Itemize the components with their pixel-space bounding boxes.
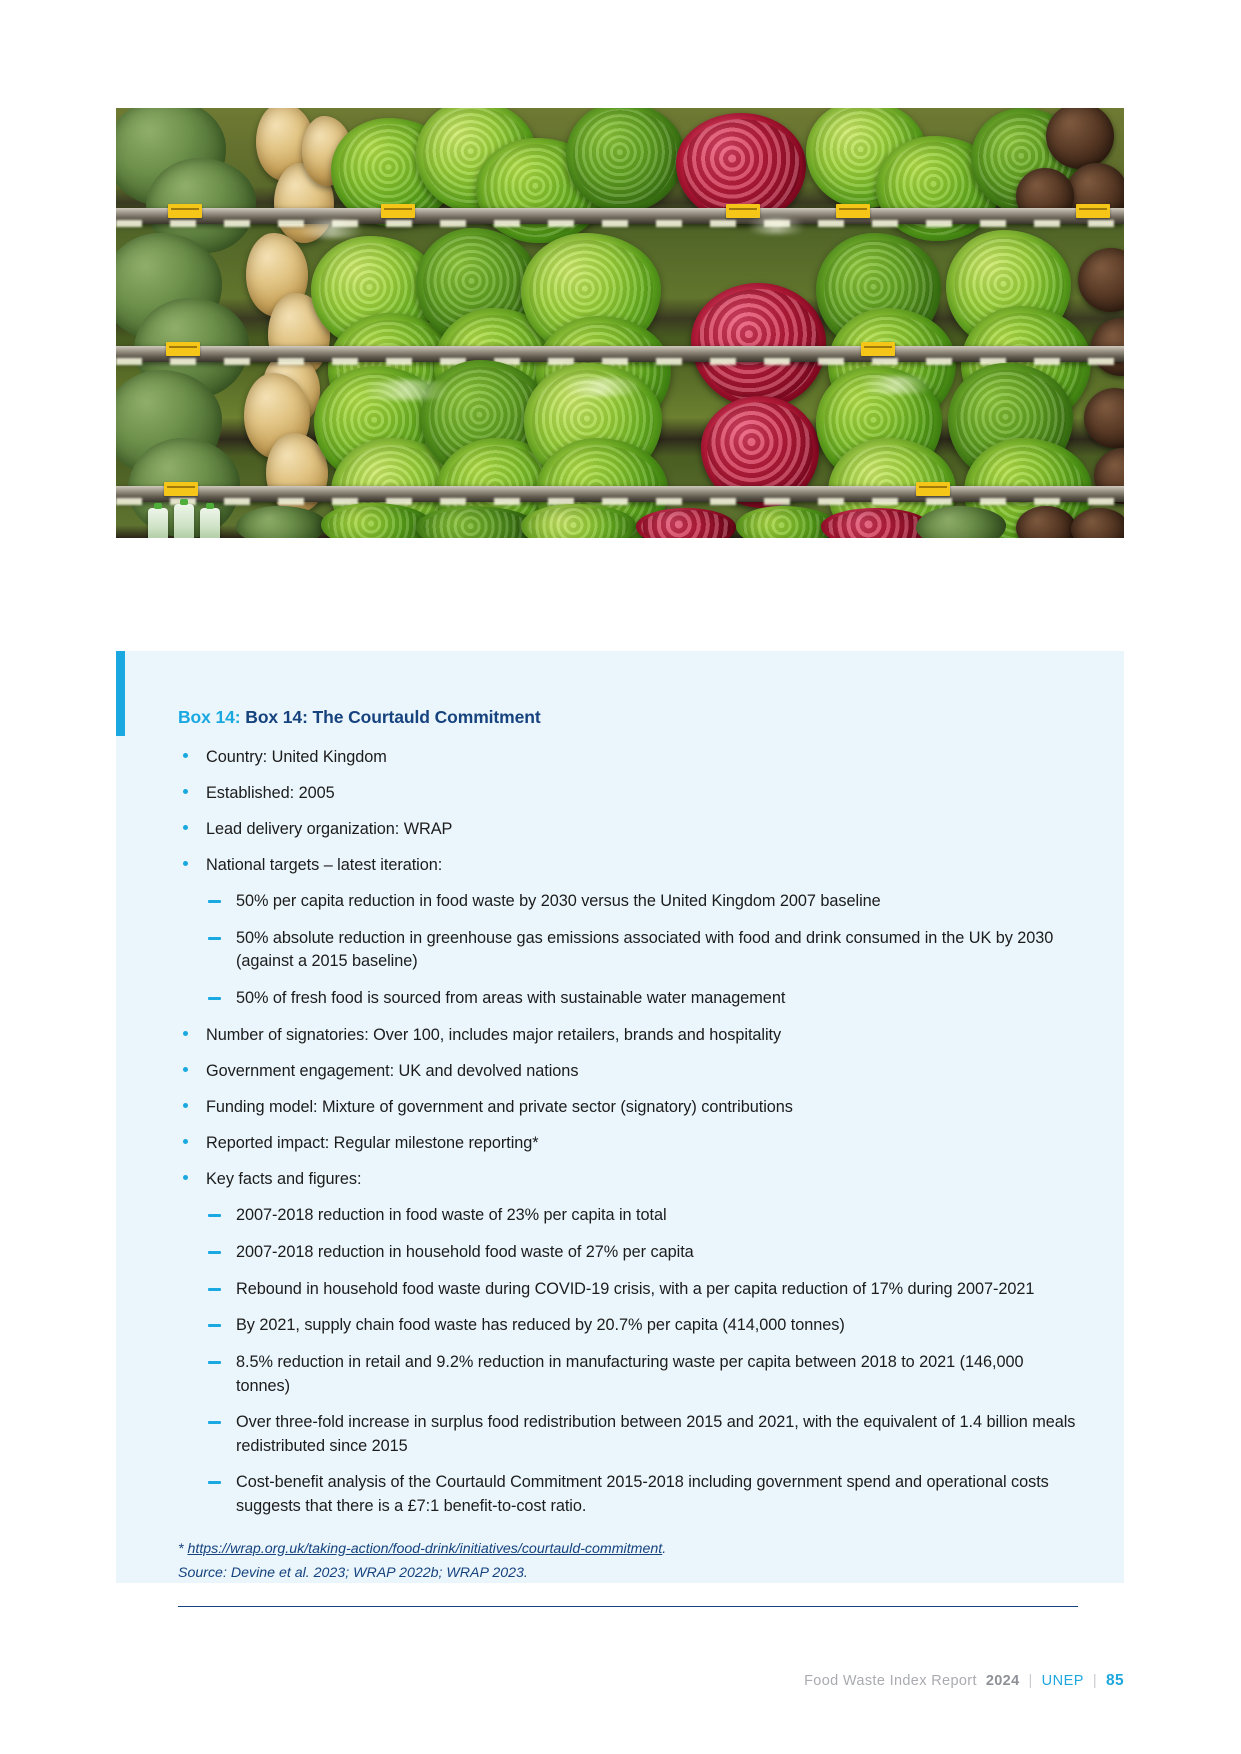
footer-report-title: Food Waste Index Report <box>804 1673 977 1689</box>
shelf-rail <box>116 346 1124 362</box>
list-item-text: Established: 2005 <box>206 783 335 802</box>
sub-list-item-text: 2007-2018 reduction in household food waste of 27% per capita <box>236 1243 694 1262</box>
sub-list-item <box>206 890 1078 914</box>
bullet-dash-icon <box>208 900 221 903</box>
sub-list-item-text: 50% per capita reduction in food waste by 2030 versus the United Kingdom 2007 baseline <box>236 892 881 911</box>
list-item <box>178 1024 1078 1047</box>
list-item-text: Government engagement: UK and devolved nations <box>206 1061 579 1080</box>
footnote-marker: * <box>178 1540 184 1557</box>
sub-list-item <box>206 1204 1078 1228</box>
bullet-dash-icon <box>208 1214 221 1217</box>
list-item-text: Reported impact: Regular milestone reporting* <box>206 1134 539 1153</box>
list-item <box>178 782 1078 805</box>
bullet-dash-icon <box>208 1288 221 1291</box>
sub-list-item-text: Over three-fold increase in surplus food redistribution between 2015 and 2021, with the equivalent of 1.4 billion meals redistributed since 2015 <box>236 1413 1076 1455</box>
page-footer <box>804 1672 1124 1690</box>
box-bottom-rule <box>178 1606 1078 1607</box>
footer-separator: | <box>1028 1673 1033 1689</box>
sub-list-item <box>206 1241 1078 1265</box>
sub-list-item <box>206 1351 1078 1398</box>
bullet-dot-icon <box>183 789 188 794</box>
bullet-dot-icon <box>183 1139 188 1144</box>
sub-list-item-text: 8.5% reduction in retail and 9.2% reduction in manufacturing waste per capita between 2018 to 2021 (146,000 tonnes) <box>236 1352 1024 1395</box>
sub-list-item <box>206 1471 1078 1518</box>
sub-list-item-text: 50% of fresh food is sourced from areas with sustainable water management <box>236 989 786 1008</box>
bullet-dot-icon <box>183 825 188 830</box>
list-item-text: Lead delivery organization: WRAP <box>206 819 453 838</box>
bullet-dash-icon <box>208 1251 221 1254</box>
sub-list-item <box>206 1278 1078 1302</box>
source-line: Source: Devine et al. 2023; WRAP 2022b; WRAP 2023. <box>178 1564 528 1581</box>
bullet-dot-icon <box>183 1031 188 1036</box>
page-number: 85 <box>1106 1672 1124 1689</box>
bullet-dot-icon <box>183 1067 188 1072</box>
box-title <box>178 706 1078 730</box>
list-item <box>178 1096 1078 1119</box>
list-item-text: Country: United Kingdom <box>206 747 387 766</box>
list-item <box>178 746 1078 769</box>
list-item <box>178 1132 1078 1155</box>
box-accent-bar <box>116 651 125 736</box>
sub-bullet-list <box>206 890 1078 1011</box>
box-bullet-list <box>178 746 1078 1519</box>
sub-list-item <box>206 987 1078 1011</box>
shelf-rail <box>116 208 1124 224</box>
bullet-dash-icon <box>208 1421 221 1424</box>
sub-bullet-list <box>206 1204 1078 1518</box>
sub-list-item-text: 50% absolute reduction in greenhouse gas emissions associated with food and drink consumed in the UK by 2030 (against a 2015 baseline) <box>236 928 1054 971</box>
footer-year: 2024 <box>985 1673 1020 1689</box>
bullet-dash-icon <box>208 1481 221 1484</box>
list-item-text: Number of signatories: Over 100, includes major retailers, brands and hospitality <box>206 1025 782 1044</box>
list-item <box>178 1168 1078 1518</box>
bullet-dot-icon <box>183 1103 188 1108</box>
sub-list-item-text: Cost-benefit analysis of the Courtauld Commitment 2015-2018 including government spend and operational costs suggests that there is a £7:1 benefit-to-cost ratio. <box>236 1473 1049 1516</box>
sub-list-item <box>206 1411 1078 1458</box>
list-item-text: Key facts and figures: <box>206 1170 362 1189</box>
list-item-text: Funding model: Mixture of government and private sector (signatory) contributions <box>206 1097 793 1116</box>
list-item <box>178 818 1078 841</box>
bullet-dash-icon <box>208 937 221 940</box>
bullet-dash-icon <box>208 997 221 1000</box>
sub-list-item <box>206 1314 1078 1338</box>
list-item <box>178 854 1078 1011</box>
footnote-link[interactable]: https://wrap.org.uk/taking-action/food-drink/initiatives/courtauld-commitment <box>187 1540 663 1557</box>
footer-org: UNEP <box>1041 1673 1084 1689</box>
sub-list-item-text: 2007-2018 reduction in food waste of 23% per capita in total <box>236 1206 667 1225</box>
footnote-period: . <box>662 1540 667 1557</box>
bullet-dash-icon <box>208 1324 221 1327</box>
box-14-callout <box>116 651 1124 1583</box>
sub-list-item <box>206 927 1078 974</box>
photo-canvas <box>116 108 1124 538</box>
shelf-rail <box>116 486 1124 502</box>
bullet-dot-icon <box>183 753 188 758</box>
list-item <box>178 1060 1078 1083</box>
list-item-text: National targets – latest iteration: <box>206 856 443 875</box>
bullet-dot-icon <box>183 1175 188 1180</box>
produce-shelves-photo <box>116 108 1124 538</box>
box-title-text: Box 14: The Courtauld Commitment <box>245 707 541 727</box>
footer-separator: | <box>1092 1673 1098 1689</box>
bullet-dot-icon <box>183 861 188 866</box>
sub-list-item-text: By 2021, supply chain food waste has reduced by 20.7% per capita (414,000 tonnes) <box>236 1316 845 1335</box>
box-label: Box 14: <box>178 707 241 727</box>
sub-list-item-text: Rebound in household food waste during COVID-19 crisis, with a per capita reduction of 17% during 2007-2021 <box>236 1279 1035 1298</box>
footnote <box>178 1539 1078 1560</box>
bullet-dash-icon <box>208 1361 221 1364</box>
